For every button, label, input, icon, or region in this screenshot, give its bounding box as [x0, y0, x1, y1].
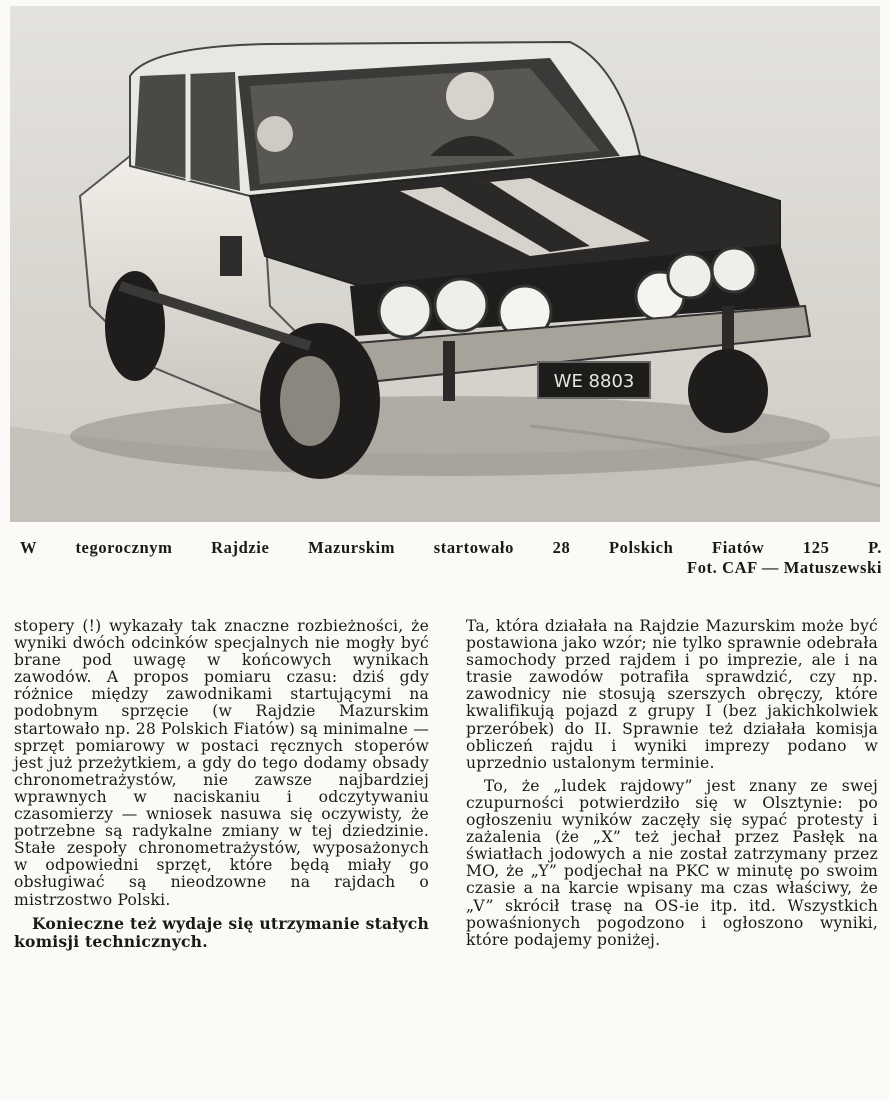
paragraph: stopery (!) wykazały tak znaczne rozbieżności, że wyniki dwóch odcinków specjalnych nie mogły być brane pod uwagę w końcowych wynikach zawodów. A propos pomiaru czasu: dziś gdy różnice między zawodnikami startującymi na podobnym sprzęcie (w Rajdzie Mazurskim startowało np. 28 Polskich Fiatów) są minimalne — sprzęt pomiarowy w postaci ręcznych stoperów jest już przeżytkiem, a gdy do tego dodamy obsady chronometrażystów, nie zawsze najbardziej wprawnych w naciskaniu i odczytywaniu czasomierzy — wniosek nasuwa się oczywisty, że potrzebne są radykalne zmiany w tej dziedzinie. Stałe zespoły chronometrażystów, wyposażonych w odpowiedni sprzęt, które będą miały go obsługiwać są nieodzowne na rajdach o mistrzostwo Polski. — [14, 617, 429, 909]
photo-caption — [20, 538, 882, 578]
paragraph — [14, 915, 429, 951]
license-plate: WE 8803 — [553, 371, 635, 392]
car-photo — [10, 6, 880, 522]
rally-car-photo-icon — [10, 6, 880, 522]
paragraph: To, że „ludek rajdowy” jest znany ze swej czupurności potwierdziło się w Olsztynie: po ogłoszeniu wyników zaczęły się sypać protesty i zażalenia (że „X” też jechał przez Pasłęk na światłach jodowych a nie został zatrzymany przez MO, że „Y” podjechał na PKC w minutę po swoim czasie a na karcie wpisany ma czas właściwy, że „V” skrócił trasę na OS-ie itp. itd. Wszystkich powaśnionych pogodzono i ogłoszono wyniki, które podajemy poniżej. — [466, 776, 878, 949]
paragraph-bold: Konieczne też wydaje się utrzymanie stałych komisji technicznych. — [14, 913, 429, 951]
caption-text: W tegorocznym Rajdzie Mazurskim startowało 28 Polskich Fiatów 125 P. — [20, 538, 882, 557]
paragraph: Ta, która działała na Rajdzie Mazurskim może być postawiona jako wzór; nie tylko sprawnie odebrała samochody przed rajdem i po imprezie, ale i na trasie zawodów potrafiła sprawdzić, czy np. zawodnicy nie stosują szerszych obręczy, które kwalifikują pojazd z grupy I (bez jakichkolwiek przeróbek) do II. Sprawnie też działała komisja obliczeń rajdu i wyniki imprezy podano w uprzednio ustalonym terminie. — [466, 617, 878, 772]
right-column — [466, 618, 878, 955]
photo-credit: Fot. CAF — Matuszewski — [687, 558, 882, 577]
left-column — [14, 618, 429, 957]
